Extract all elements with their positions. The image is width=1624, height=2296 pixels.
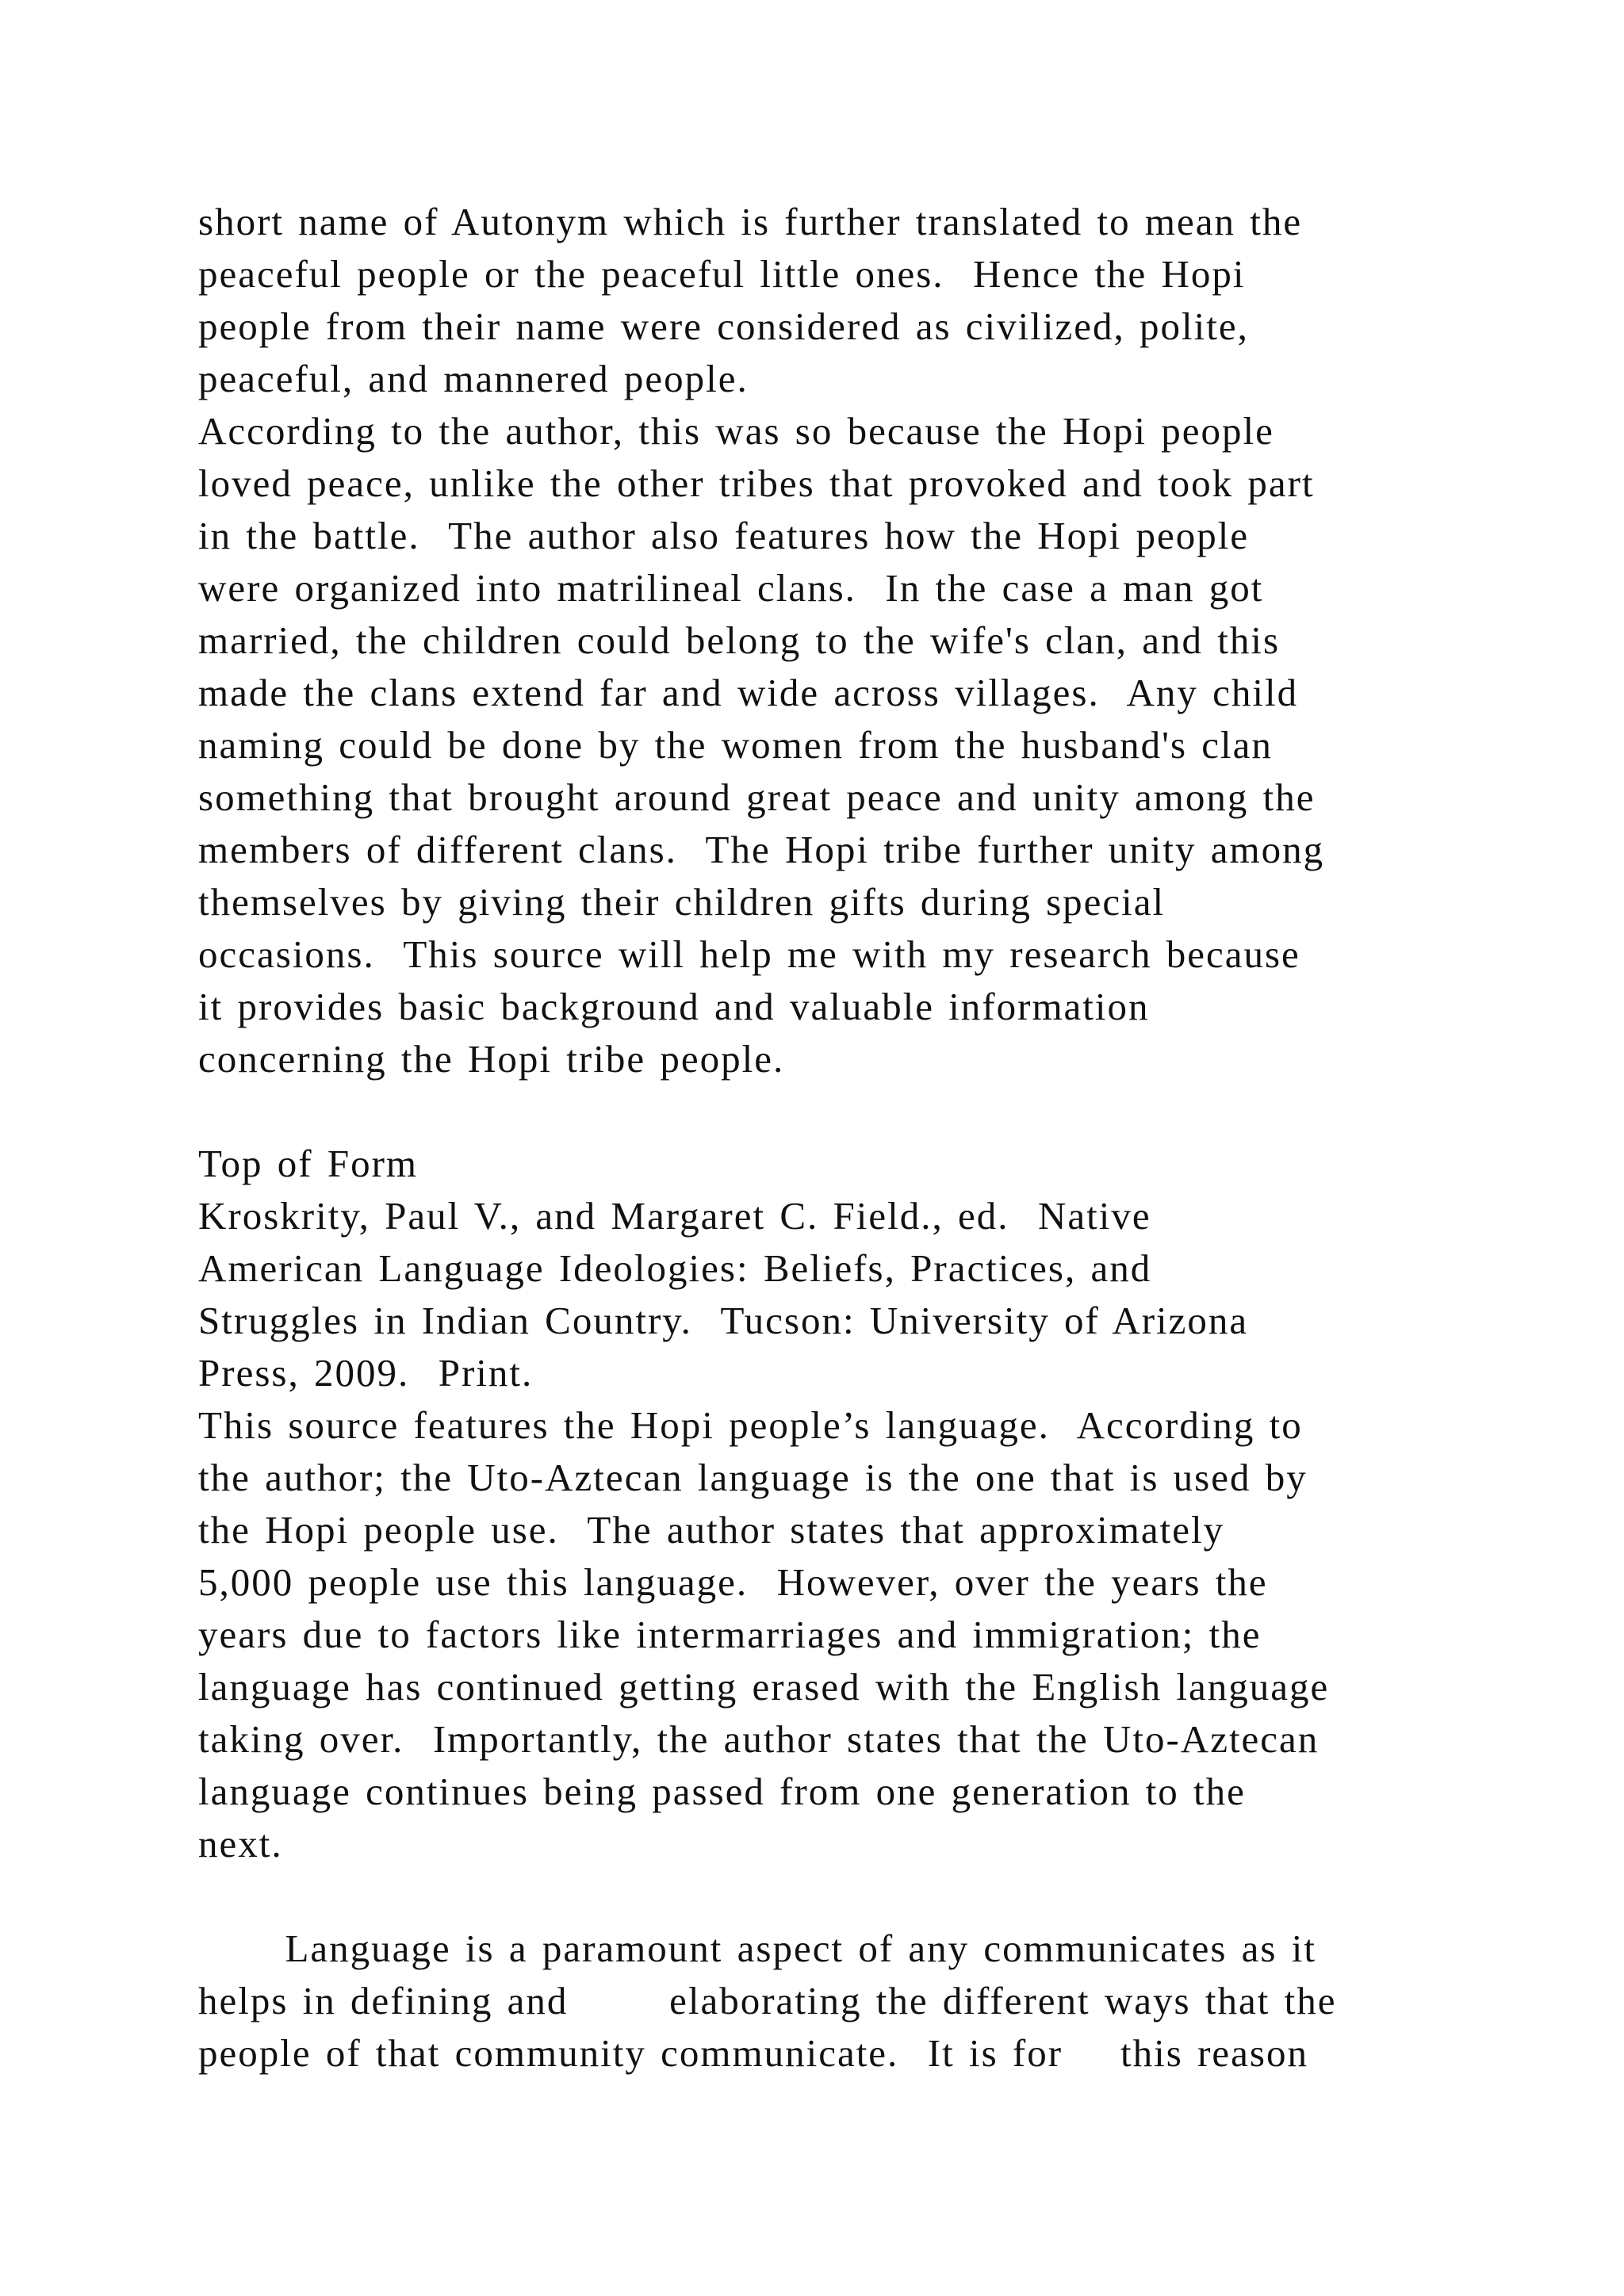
text-line: peaceful, and mannered people.: [198, 357, 749, 400]
blank-line: [198, 1085, 1483, 1138]
text-line: the Hopi people use. The author states that approximately: [198, 1508, 1225, 1552]
citation-line: Struggles in Indian Country. Tucson: University of Arizona: [198, 1299, 1249, 1342]
text-line: years due to factors like intermarriages and immigration; the: [198, 1613, 1262, 1656]
text-line: occasions. This source will help me with my research because: [198, 932, 1300, 976]
text-line: next.: [198, 1822, 283, 1866]
citation-line: Kroskrity, Paul V., and Margaret C. Field., ed. Native: [198, 1194, 1151, 1238]
text-line: helps in defining and elaborating the different ways that the: [198, 1979, 1337, 2022]
text-line: short name of Autonym which is further translated to mean the: [198, 200, 1303, 243]
form-marker: Top of Form: [198, 1142, 419, 1185]
text-line: 5,000 people use this language. However, over the years the: [198, 1560, 1268, 1604]
text-line: language has continued getting erased with the English language: [198, 1665, 1330, 1709]
text-line: Language is a paramount aspect of any communicates as it: [198, 1927, 1316, 1970]
text-line: the author; the Uto-Aztecan language is the one that is used by: [198, 1456, 1308, 1499]
text-line: married, the children could belong to the wife's clan, and this: [198, 618, 1281, 662]
text-line: naming could be done by the women from the husband's clan: [198, 723, 1273, 767]
text-line: This source features the Hopi people’s language. According to: [198, 1403, 1303, 1447]
citation-line: American Language Ideologies: Beliefs, Practices, and: [198, 1246, 1152, 1290]
citation-line: Press, 2009. Print.: [198, 1351, 534, 1395]
text-line: members of different clans. The Hopi tribe further unity among: [198, 828, 1325, 871]
text-line: people from their name were considered as civilized, polite,: [198, 304, 1249, 348]
text-line: it provides basic background and valuable information: [198, 985, 1150, 1028]
text-line: language continues being passed from one generation to the: [198, 1770, 1246, 1813]
text-line: taking over. Importantly, the author states that the Uto-Aztecan: [198, 1717, 1320, 1761]
document-body: [198, 196, 1483, 2080]
text-line: peaceful people or the peaceful little ones. Hence the Hopi: [198, 252, 1246, 296]
text-line: concerning the Hopi tribe people.: [198, 1037, 785, 1081]
text-line: themselves by giving their children gifts during special: [198, 880, 1166, 924]
text-line: were organized into matrilineal clans. In the case a man got: [198, 566, 1264, 610]
text-line: According to the author, this was so because the Hopi people: [198, 409, 1274, 453]
text-line: made the clans extend far and wide across villages. Any child: [198, 671, 1299, 714]
blank-line: [198, 1870, 1483, 1923]
text-line: in the battle. The author also features how the Hopi people: [198, 514, 1250, 557]
text-line: people of that community communicate. It is for this reason: [198, 2031, 1308, 2075]
text-line: something that brought around great peace and unity among the: [198, 775, 1316, 819]
text-line: loved peace, unlike the other tribes that provoked and took part: [198, 461, 1315, 505]
